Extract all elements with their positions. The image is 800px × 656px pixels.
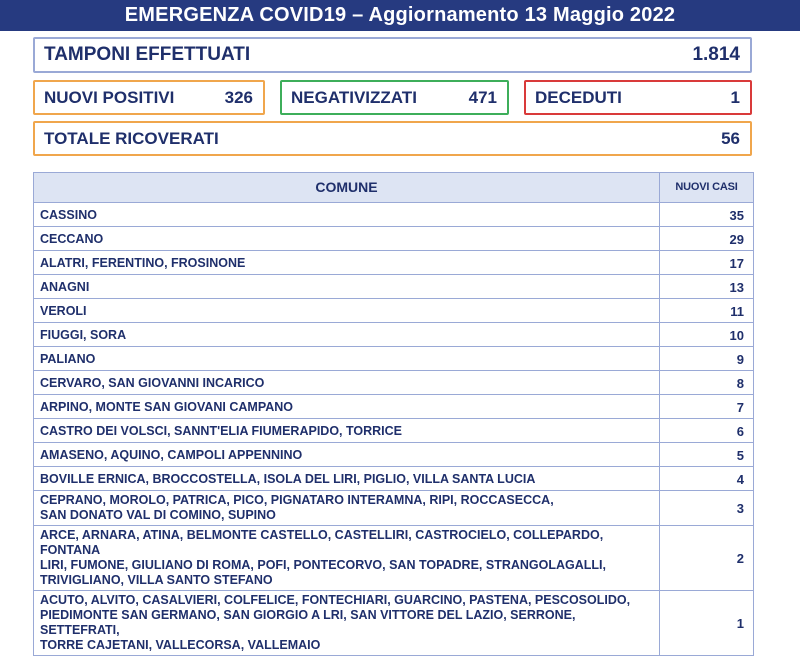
comune-cell: CASSINO: [34, 203, 660, 227]
comune-cell: [34, 526, 660, 591]
table-row: [34, 395, 754, 419]
comune-cell: ANAGNI: [34, 275, 660, 299]
comune-line: LIRI, FUMONE, GIULIANO DI ROMA, POFI, PONTECORVO, SAN TOPADRE, STRANGOLAGALLI,: [40, 558, 606, 572]
page-title: EMERGENZA COVID19 – Aggiornamento 13 Maggio 2022: [0, 0, 800, 31]
table-row: [34, 371, 754, 395]
casi-cell: 17: [660, 251, 754, 275]
comune-cell: [34, 491, 660, 526]
ricoverati-box: [33, 121, 752, 156]
casi-cell: 9: [660, 347, 754, 371]
comune-cell: PALIANO: [34, 347, 660, 371]
comune-cell: CERVARO, SAN GIOVANNI INCARICO: [34, 371, 660, 395]
ricoverati-value: 56: [721, 128, 740, 148]
comune-line: ARCE, ARNARA, ATINA, BELMONTE CASTELLO, CASTELLIRI, CASTROCIELO, COLLEPARDO, FONTANA: [40, 528, 604, 557]
comune-line: TORRE CAJETANI, VALLECORSA, VALLEMAIO: [40, 638, 321, 652]
casi-cell: 10: [660, 323, 754, 347]
table-row: [34, 347, 754, 371]
comune-cell: BOVILLE ERNICA, BROCCOSTELLA, ISOLA DEL LIRI, PIGLIO, VILLA SANTA LUCIA: [34, 467, 660, 491]
casi-cell: 3: [660, 491, 754, 526]
casi-cell: 4: [660, 467, 754, 491]
casi-cell: 2: [660, 526, 754, 591]
positivi-value: 326: [224, 87, 253, 107]
comune-line: PIEDIMONTE SAN GERMANO, SAN GIORGIO A LRI, SAN VITTORE DEL LAZIO, SERRONE, SETTEFRATI,: [40, 608, 576, 637]
table-row: [34, 299, 754, 323]
casi-cell: 29: [660, 227, 754, 251]
ricoverati-label: TOTALE RICOVERATI: [44, 128, 219, 148]
casi-cell: 11: [660, 299, 754, 323]
comune-cell: ARPINO, MONTE SAN GIOVANI CAMPANO: [34, 395, 660, 419]
tamponi-box: [33, 37, 752, 73]
comune-line: TRIVIGLIANO, VILLA SANTO STEFANO: [40, 573, 273, 587]
table-row: [34, 251, 754, 275]
positivi-label: NUOVI POSITIVI: [44, 87, 175, 107]
table-row: [34, 203, 754, 227]
table-header-row: [34, 173, 754, 203]
tamponi-value: 1.814: [692, 44, 740, 65]
casi-cell: 13: [660, 275, 754, 299]
casi-cell: 8: [660, 371, 754, 395]
table-row: [34, 467, 754, 491]
table-row: [34, 419, 754, 443]
comune-line: ACUTO, ALVITO, CASALVIERI, COLFELICE, FONTECHIARI, GUARCINO, PASTENA, PESCOSOLIDO,: [40, 593, 631, 607]
cases-table: [33, 172, 754, 656]
casi-cell: 7: [660, 395, 754, 419]
casi-cell: 5: [660, 443, 754, 467]
table-row: [34, 591, 754, 656]
deceduti-label: DECEDUTI: [535, 87, 622, 107]
comune-line: CEPRANO, MOROLO, PATRICA, PICO, PIGNATARO INTERAMNA, RIPI, ROCCASECCA,: [40, 493, 554, 507]
casi-cell: 6: [660, 419, 754, 443]
casi-cell: 35: [660, 203, 754, 227]
table-row: [34, 526, 754, 591]
comune-cell: VEROLI: [34, 299, 660, 323]
deceduti-value: 1: [730, 87, 740, 107]
comune-line: SAN DONATO VAL DI COMINO, SUPINO: [40, 508, 276, 522]
comune-cell: ALATRI, FERENTINO, FROSINONE: [34, 251, 660, 275]
table-row: [34, 323, 754, 347]
header-comune: COMUNE: [34, 173, 660, 203]
negativizzati-label: NEGATIVIZZATI: [291, 87, 417, 107]
table-row: [34, 275, 754, 299]
comune-cell: CASTRO DEI VOLSCI, SANNT'ELIA FIUMERAPIDO, TORRICE: [34, 419, 660, 443]
positivi-box: [33, 80, 265, 115]
deceduti-box: [524, 80, 752, 115]
header-nuovi-casi: NUOVI CASI: [660, 173, 754, 203]
casi-cell: 1: [660, 591, 754, 656]
comune-cell: FIUGGI, SORA: [34, 323, 660, 347]
table-row: [34, 491, 754, 526]
table-row: [34, 227, 754, 251]
negativizzati-box: [280, 80, 509, 115]
comune-cell: [34, 591, 660, 656]
tamponi-label: TAMPONI EFFETTUATI: [44, 44, 251, 65]
table-row: [34, 443, 754, 467]
negativizzati-value: 471: [468, 87, 497, 107]
comune-cell: CECCANO: [34, 227, 660, 251]
comune-cell: AMASENO, AQUINO, CAMPOLI APPENNINO: [34, 443, 660, 467]
